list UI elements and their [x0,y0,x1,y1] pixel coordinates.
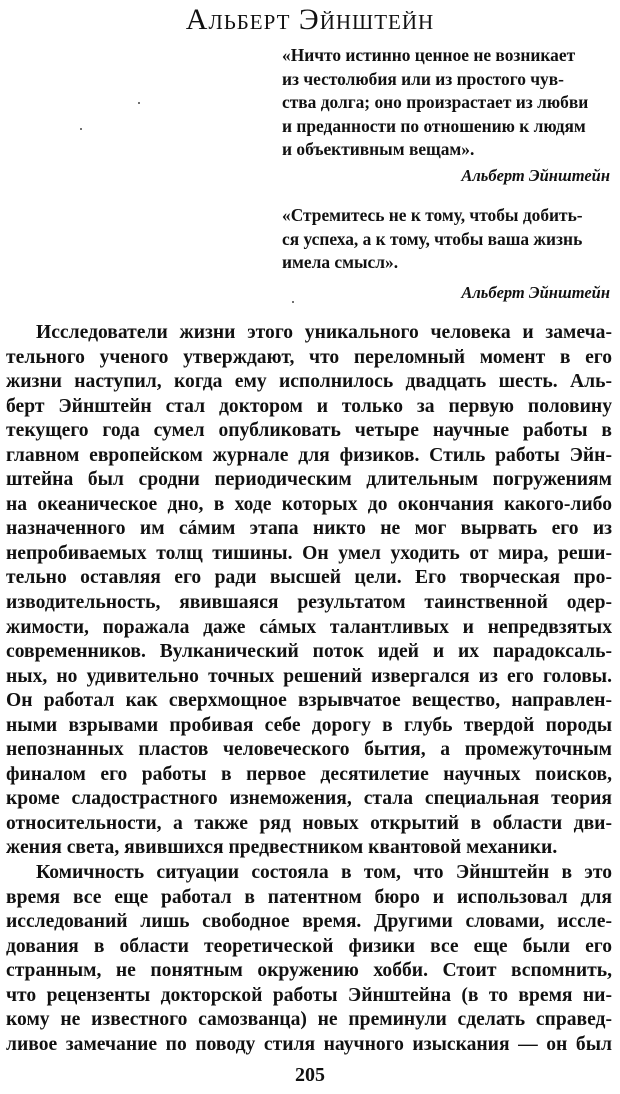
body-line: Он работал как сверхмощное взрывчатое вещество, направлен- [6,690,612,712]
body-line: жимости, поражала даже сáмых талантливых и непредвзятых [6,616,612,638]
body-line: кроме сладострастного изнеможения, стала специальная теория [6,788,612,810]
epigraph-attribution: Альберт Эйнштейн [461,283,610,302]
epigraph-line: и преданности по отношению к людям [282,115,586,136]
body-line: ных, но удивительно точных решений извергался из его головы. [6,665,612,687]
epigraph-line: имела смысл». [282,252,399,273]
body-line: относительности, а также ряд новых открытий в области дви- [6,812,612,834]
epigraph-line: ства долга; оно произрастает из любви [282,92,589,113]
body-line: кому не известного самозванца) не преминули сделать справед- [6,1009,612,1031]
body-line: текущего года сумел опубликовать четыре научные работы в [6,420,612,442]
page-number: 205 [295,1064,325,1086]
epigraph-attribution: Альберт Эйнштейн [461,166,610,185]
epigraph-line: «Стремитесь не к тому, чтобы добить- [282,205,583,225]
body-line: время все еще работал в патентном бюро и использовал для [6,886,612,908]
body-line: непробиваемых толщ тишины. Он умел уходить от мира, реши- [6,542,612,564]
epigraph-line: «Ничто истинно ценное не возникает [282,45,576,65]
body-line: странным, не понятным окружению хобби. Стоит вспомнить, [6,960,612,982]
epigraph-line: из честолюбия или из простого чув- [282,68,564,89]
page-title: Альберт Эйнштейн [185,3,435,36]
body-line: главном европейском журнале для физиков. Стиль работы Эйн- [6,444,612,466]
body-line: ливое замечание по поводу стиля научного изыскания — он был [6,1033,612,1055]
body-line: берт Эйнштейн стал доктором и только за первую половину [6,395,612,417]
epigraph-quote [282,44,612,162]
body-line: ными взрывами пробивая себе дорогу в глубь твердой породы [6,714,612,736]
body-line: непознанных пластов человеческого бытия, а промежуточным [6,739,612,761]
body-line: современников. Вулканический поток идей и их парадоксаль- [6,641,612,663]
body-line: исследований лишь свободное время. Другими словами, иссле- [6,911,612,933]
epigraph-line: и объективным вещам». [282,139,475,160]
body-line: жизни наступил, когда ему исполнилось двадцать шесть. Аль- [6,371,612,393]
print-speck [292,301,294,303]
body-line: дования в области теоретической физики все еще были его [6,935,612,957]
print-speck [138,102,140,104]
body-line: финалом его работы в первое десятилетие научных поисков, [6,763,612,785]
epigraph-line: ся успеха, а к тому, чтобы ваша жизнь [282,228,583,249]
print-speck [80,128,82,130]
epigraph-quote [282,204,612,275]
body-line: назначенного им сáмим этапа никто не мог вырвать его из [6,518,612,540]
body-line: тельного ученого утверждают, что переломный момент в его [6,346,612,368]
body-line: Исследователи жизни этого уникального человека и замеча- [36,322,612,343]
body-line: жения света, явившихся предвестником квантовой механики. [6,837,558,859]
body-text [6,321,612,1057]
body-line: штейна был сродни периодическим длительным погружениям [6,469,612,491]
body-line: что рецензенты докторской работы Эйнштейна (в то время ни- [6,984,612,1006]
body-line: изводительность, явившаяся результатом таинственной одер- [6,592,612,614]
body-line: Комичность ситуации состояла в том, что Эйнштейн в это [36,862,612,884]
body-line: тельно оставляя его ради высшей цели. Его творческая про- [6,567,612,589]
body-line: на океаническое дно, в ходе которых до окончания какого-либо [6,493,612,515]
